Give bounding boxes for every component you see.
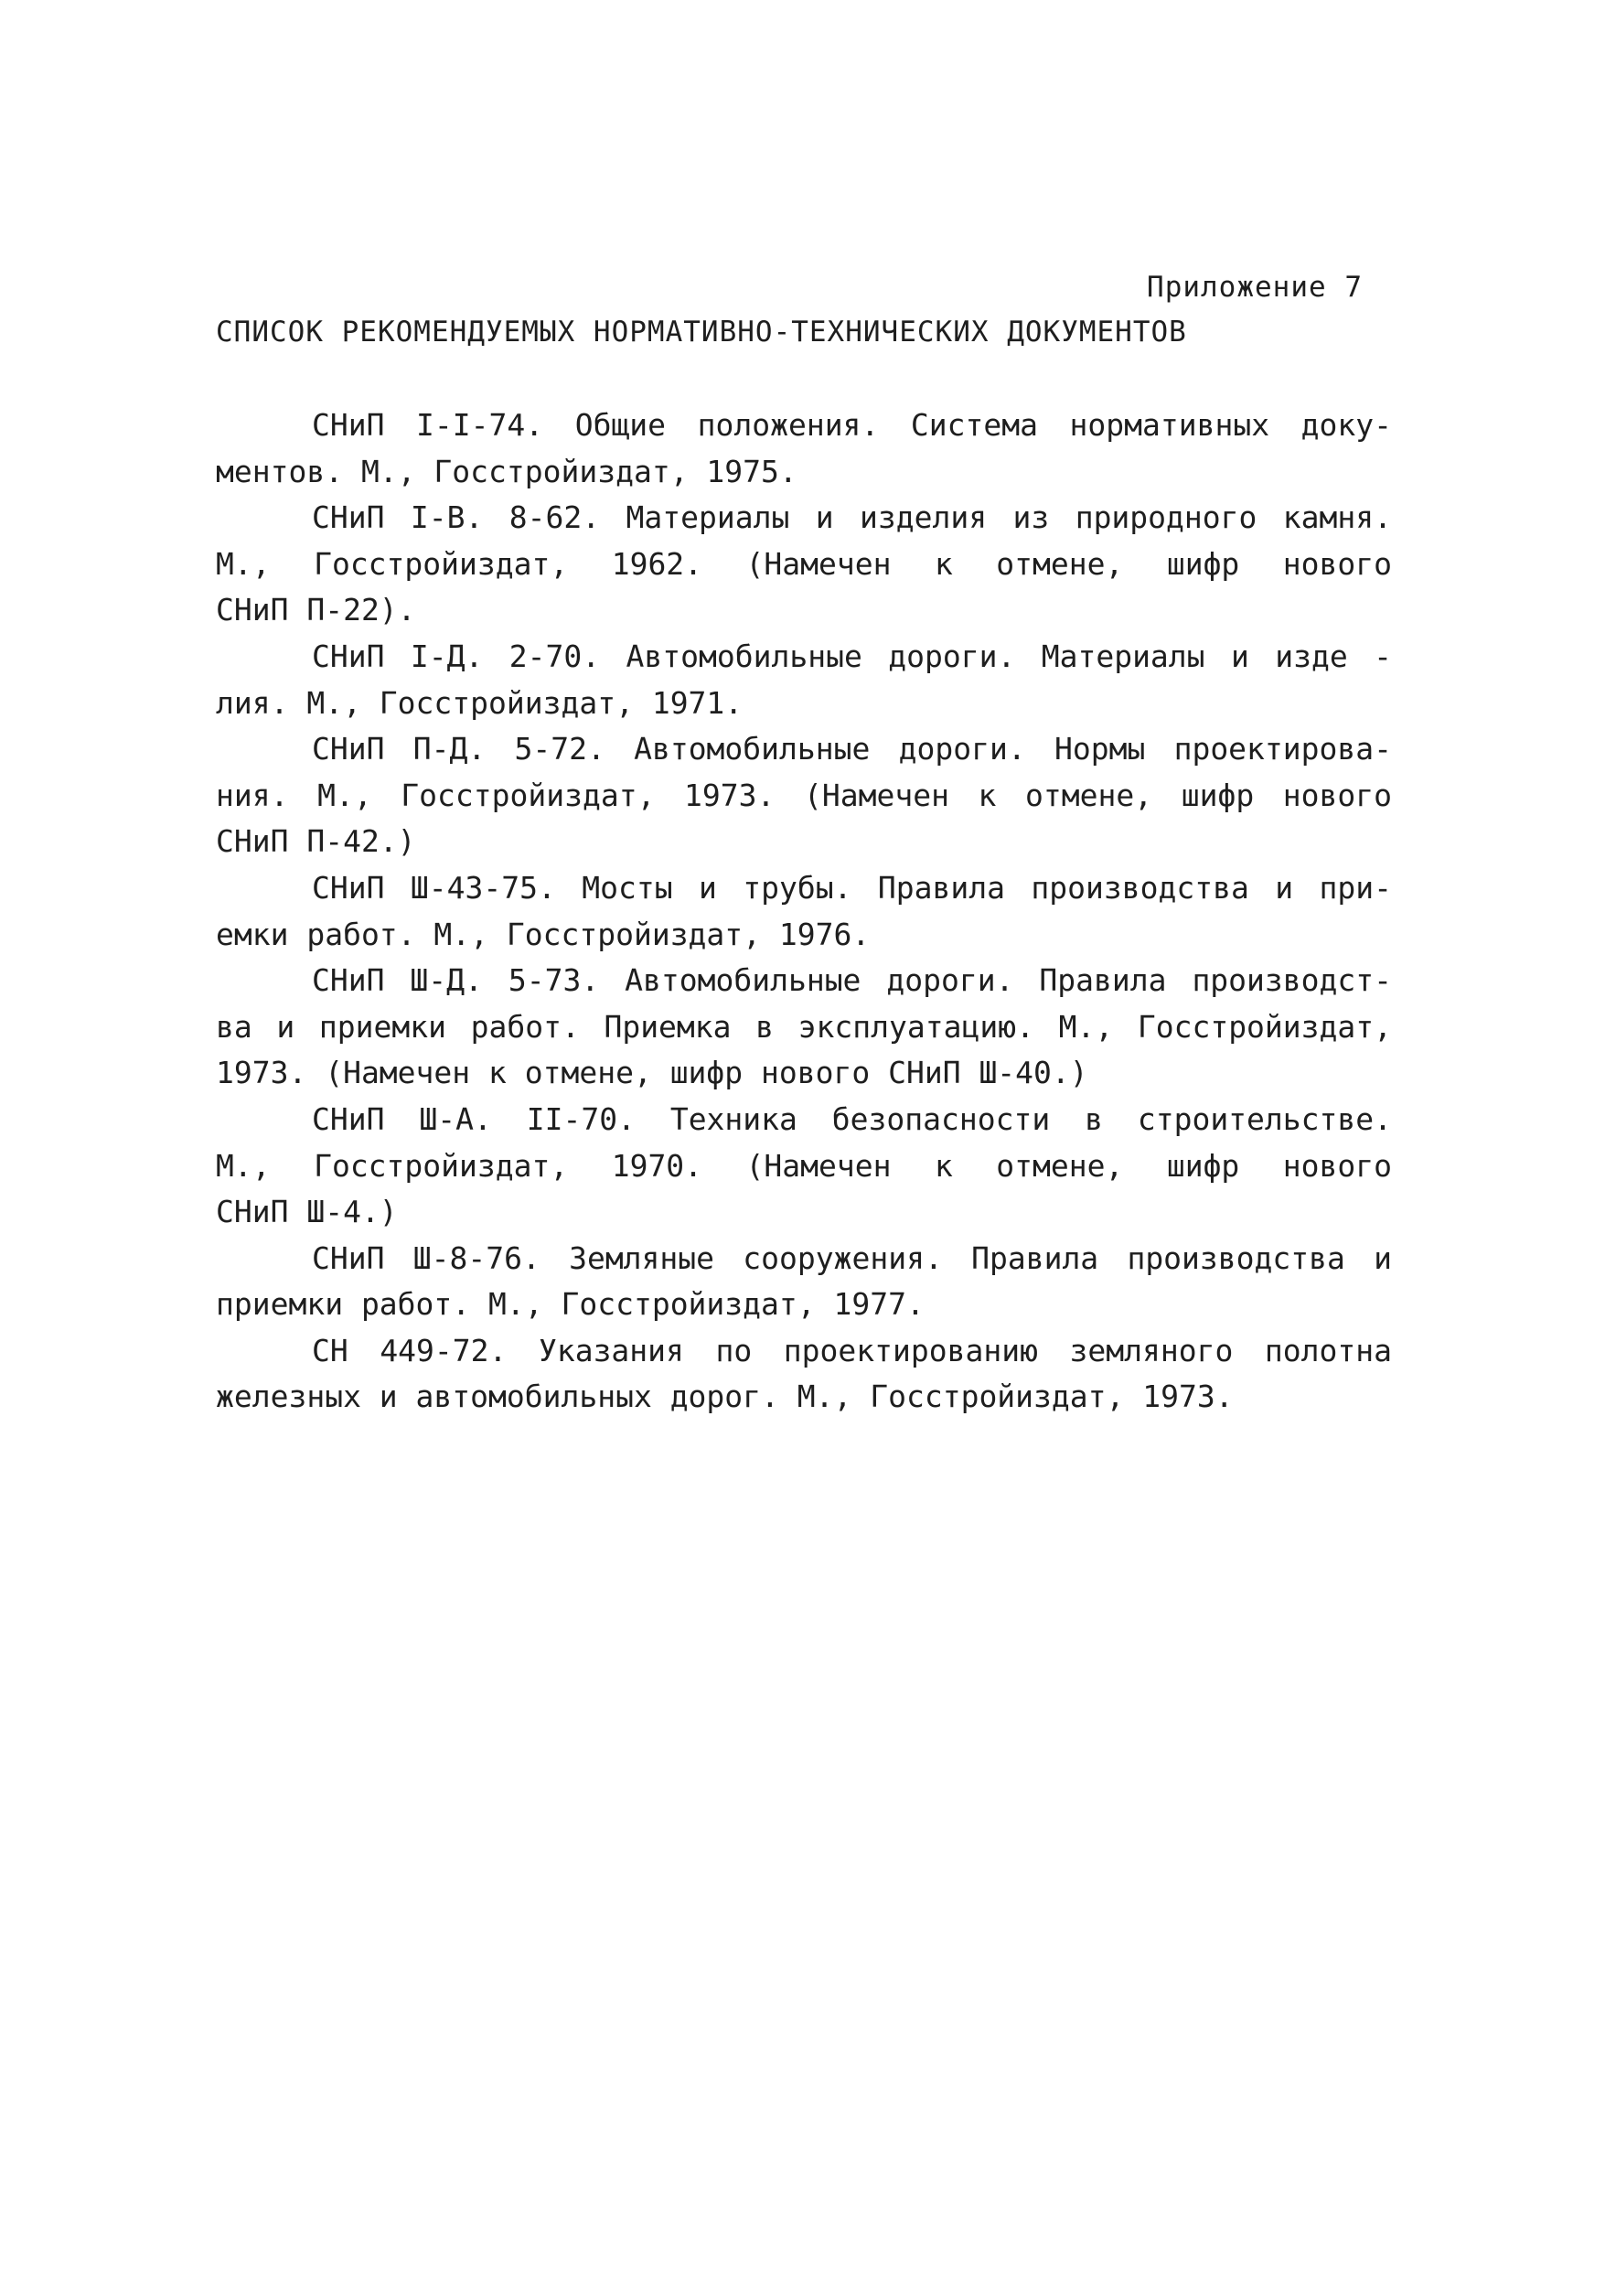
list-item: [216, 1097, 1392, 1236]
list-item-line: ментов. М., Госстройиздат, 1975.: [216, 453, 797, 489]
list-item-line: СНиП Ш-8-76. Земляные сооружения. Правила производства и: [312, 1239, 1392, 1276]
list-item-line: СНиП Ш-43-75. Мосты и трубы. Правила производства и при-: [312, 869, 1392, 906]
list-item: [216, 726, 1392, 865]
list-item-line: СНиП П-42.): [216, 823, 416, 860]
document-title: СПИСОК РЕКОМЕНДУЕМЫХ НОРМАТИВНО-ТЕХНИЧЕСКИХ ДОКУМЕНТОВ: [216, 316, 1187, 349]
list-item-line: М., Госстройиздат, 1970. (Намечен к отмене, шифр нового: [216, 1147, 1392, 1184]
list-item: [216, 865, 1392, 958]
document-list: [216, 402, 1392, 1421]
list-item-line: СНиП Ш-4.): [216, 1194, 398, 1230]
list-item-line: СНиП П-22).: [216, 592, 416, 628]
list-item-line: СНиП Ш-А. II-70. Техника безопасности в строительстве.: [312, 1100, 1392, 1137]
list-item-line: СНиП П-Д. 5-72. Автомобильные дороги. Нормы проектирова-: [312, 731, 1392, 767]
list-item-line: железных и автомобильных дорог. М., Госстройиздат, 1973.: [216, 1379, 1234, 1415]
appendix-label: Приложение 7: [1147, 271, 1363, 304]
list-item-line: СНиП Ш-Д. 5-73. Автомобильные дороги. Правила производст-: [312, 962, 1392, 999]
list-item-line: 1973. (Намечен к отмене, шифр нового СНиП Ш-40.): [216, 1055, 1088, 1091]
list-item-line: М., Госстройиздат, 1962. (Намечен к отмене, шифр нового: [216, 545, 1392, 582]
list-item: [216, 495, 1392, 634]
list-item-line: СНиП I-Д. 2-70. Автомобильные дороги. Материалы и изде -: [312, 638, 1392, 674]
list-item-line: приемки работ. М., Госстройиздат, 1977.: [216, 1286, 925, 1323]
list-item: [216, 634, 1392, 726]
list-item-line: лия. М., Госстройиздат, 1971.: [216, 684, 744, 721]
list-item-line: емки работ. М., Госстройиздат, 1976.: [216, 916, 871, 952]
list-item-line: ния. М., Госстройиздат, 1973. (Намечен к отмене, шифр нового: [216, 777, 1392, 813]
list-item: [216, 1328, 1392, 1421]
list-item-line: СНиП I-I-74. Общие положения. Система нормативных доку-: [312, 407, 1392, 443]
list-item: [216, 402, 1392, 495]
list-item-line: ва и приемки работ. Приемка в эксплуатацию. М., Госстройиздат,: [216, 1008, 1392, 1045]
list-item-line: СНиП I-В. 8-62. Материалы и изделия из природного камня.: [312, 499, 1392, 536]
list-item: [216, 1236, 1392, 1328]
list-item: [216, 958, 1392, 1097]
list-item-line: СН 449-72. Указания по проектированию земляного полотна: [312, 1332, 1392, 1368]
